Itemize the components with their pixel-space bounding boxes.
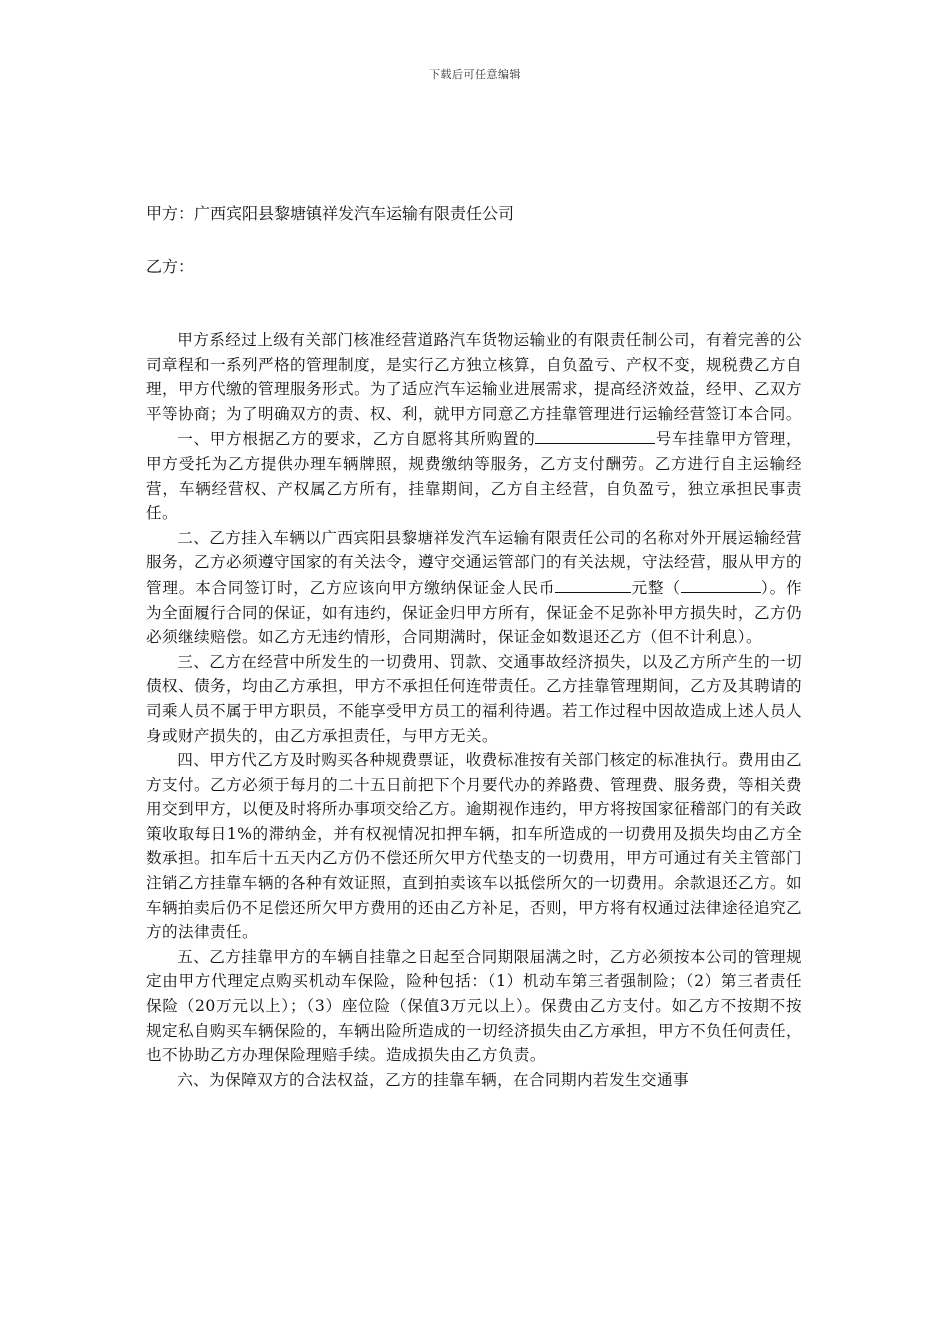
deposit-amount-blank[interactable] — [555, 575, 631, 593]
intro-paragraph: 甲方系经过上级有关部门核准经营道路汽车货物运输业的有限责任制公司，有着完善的公司章程和一系列严格的管理制度，是实行乙方独立核算，自负盈亏、产权不变，规税费乙方自理，甲方代缴的管理服务形式。为了适应汽车运输业进展需求，提高经济效益，经甲、乙双方平等协商；为了明确双方的责、权、利，就甲方同意乙方挂靠管理进行运输经营签订本合同。 — [146, 331, 802, 423]
clause-5: 五、乙方挂靠甲方的车辆自挂靠之日起至合同期限届满之时，乙方必须按本公司的管理规定由甲方代理定点购买机动车保险，险种包括：（1）机动车第三者强制险；（2）第三者责任保险（20万元以上）；（3）座位险（保值3万元以上）。保费由乙方支付。如乙方不按期不按规定私自购买车辆保险的，车辆出险所造成的一切经济损失由乙方承担，甲方不负任何责任，也不协助乙方办理保险理赔手续。造成损失由乙方负责。 — [146, 947, 802, 1065]
clause-1-text-a: 一、甲方根据乙方的要求，乙方自愿将其所购置的 — [177, 430, 536, 449]
clause-4: 四、甲方代乙方及时购买各种规费票证，收费标准按有关部门核定的标准执行。费用由乙方支付。乙方必须于每月的二十五日前把下个月要代办的养路费、管理费、服务费，等相关费用交到甲方，以便及时将所办事项交给乙方。逾期视作违约，甲方将按国家征稽部门的有关政策收取每日1%的滞纳金，并有权视情况扣押车辆，扣车所造成的一切费用及损失均由乙方全数承担。扣车后十五天内乙方仍不偿还所欠甲方代垫支的一切费用，甲方可通过有关主管部门注销乙方挂靠车辆的各种有效证照，直到拍卖该车以抵偿所欠的一切费用。余款退还乙方。如车辆拍卖后仍不足偿还所欠甲方费用的还由乙方补足，否则，甲方将有权通过法律途径追究乙方的法律责任。 — [146, 751, 802, 942]
vehicle-number-blank[interactable] — [535, 426, 655, 444]
clause-2 — [146, 526, 802, 650]
party-b-line: 乙方： — [146, 257, 195, 276]
clause-2-text-a: 二、乙方挂入车辆以广西宾阳县黎塘祥发汽车运输有限责任公司的名称对外开展运输经营服务，乙方必须遵守国家的有关法令，遵守交通运管部门的有关法规，守法经营，服从甲方的管理。本合同签订时，乙方应该向甲方缴纳保证金人民币 — [146, 528, 802, 597]
party-a-line: 甲方：广西宾阳县黎塘镇祥发汽车运输有限责任公司 — [146, 204, 515, 223]
clause-1 — [146, 426, 802, 525]
clause-1-text-b: 号车挂靠甲方管理，甲方受托为乙方提供办理车辆牌照，规费缴纳等服务，乙方支付酬劳。乙方进行自主运输经营，车辆经营权、产权属乙方所有，挂靠期间，乙方自主经营，自负盈亏，独立承担民事责任。 — [146, 430, 802, 523]
clause-2-text-c: ）。作为全面履行合同的保证，如有违约，保证金归甲方所有，保证金不足弥补甲方损失时，乙方仍必须继续赔偿。如乙方无违约情形，合同期满时，保证金如数退还乙方（但不计利息）。 — [146, 578, 802, 647]
clause-3: 三、乙方在经营中所发生的一切费用、罚款、交通事故经济损失，以及乙方所产生的一切债权、债务，均由乙方承担，甲方不承担任何连带责任。乙方挂靠管理期间，乙方及其聘请的司乘人员不属于甲方职员，不能享受甲方员工的福利待遇。若工作过程中因故造成上述人员人身或财产损失的，由乙方承担责任，与甲方无关。 — [146, 652, 802, 745]
clause-6: 六、为保障双方的合法权益，乙方的挂靠车辆，在合同期内若发生交通事 — [177, 1070, 689, 1089]
clause-2-text-b: 元整（ — [631, 578, 681, 597]
page-header-note: 下载后可任意编辑 — [429, 68, 521, 81]
contract-body — [146, 328, 802, 1092]
deposit-amount-words-blank[interactable] — [681, 575, 761, 593]
